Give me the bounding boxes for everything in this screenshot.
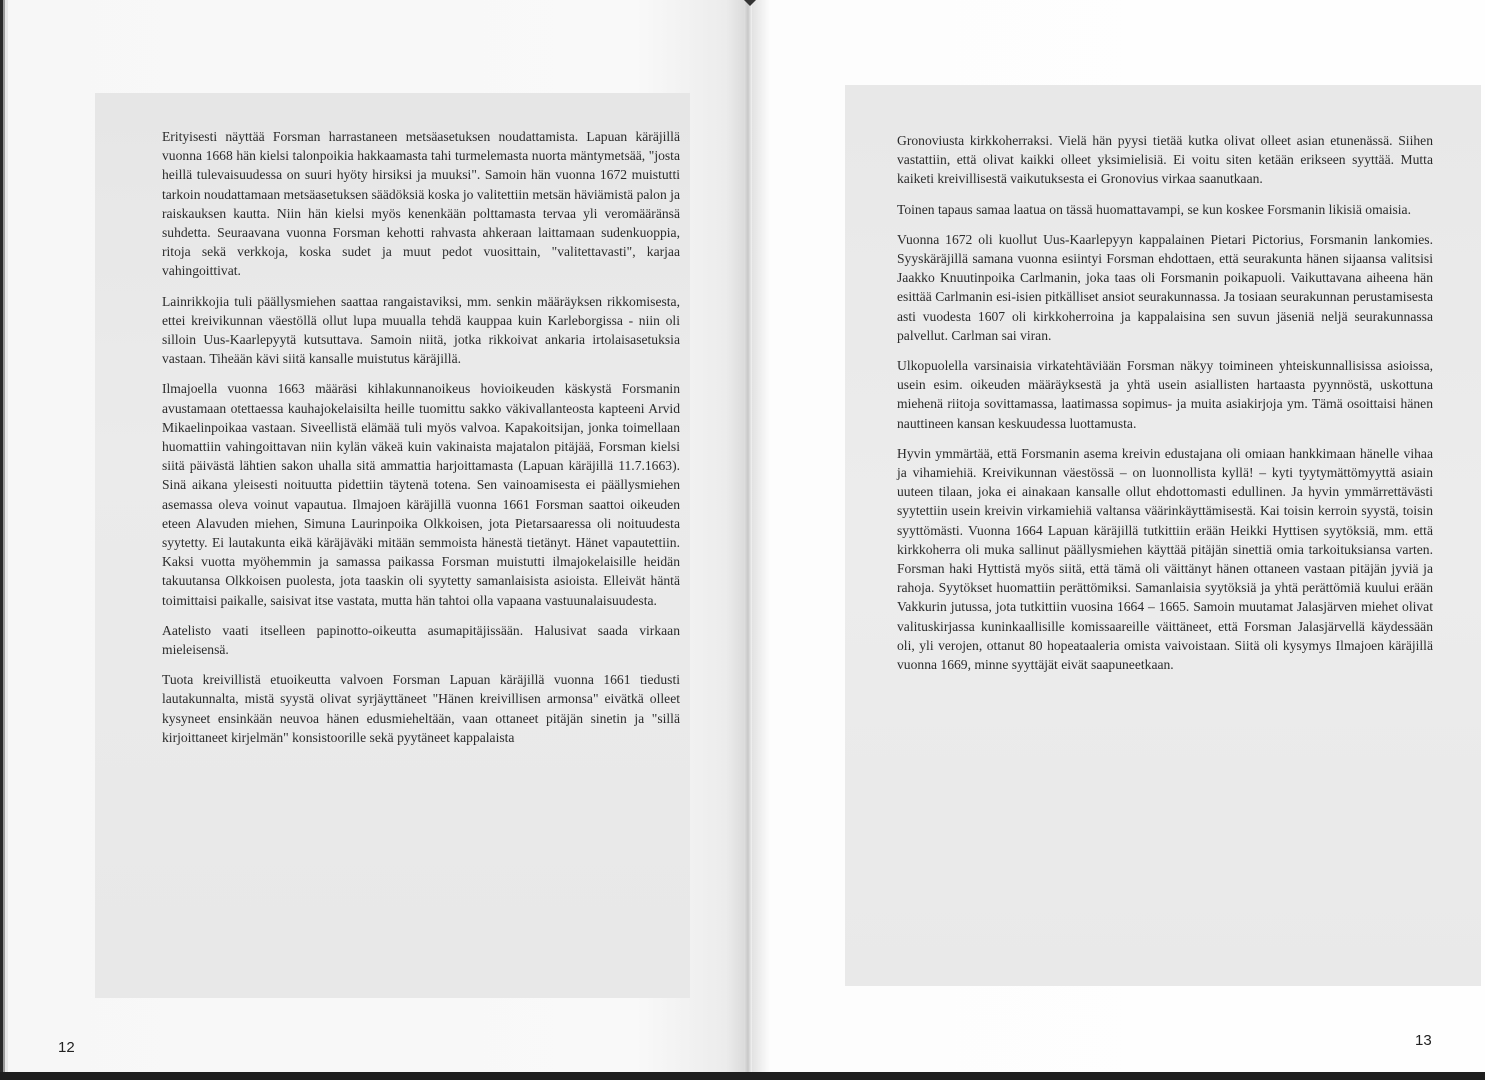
paragraph: Tuota kreivillistä etuoikeutta valvoen Forsman Lapuan käräjillä vuonna 1661 tiedusti lautakunnalta, mistä syystä olivat syrjäyttäneet "Hänen kreivillisen armonsa" eivätkä olleet kysyneet ensinkään neuvoa hänen edusmieheltään, vaan ottaneet pitäjän sinetin ja "sillä kirjoittaneet kirjelmän" konsistoorille sekä pyytäneet kappalaista xyxy=(162,672,680,745)
book-edge-left xyxy=(0,0,8,1080)
right-page-text-block xyxy=(845,85,1481,986)
paragraph: Vuonna 1672 oli kuollut Uus-Kaarlepyyn kappalainen Pietari Pictorius, Forsmanin lankomies. Syyskäräjillä samana vuonna esiintyi Forsman ehdottaen, että seurakunta hänen sijaansa valitsisi Jaakko Knuutinpoika Carlmanin, joka taas oli Forsmanin poikapuoli. Vaikuttavana aiheena hän esittää Carlmanin esi-isien pitkälliset ansiot seurakunnassa. Ja tosiaan seurakunnan perustamisesta asti vuodesta 1607 oli kirkkoherroina ja kappalaisina sen suvun jäseniä neljä seurakunnassa palvellut. Carlman sai viran. xyxy=(897,231,1433,343)
paragraph: Erityisesti näyttää Forsman harrastaneen metsäasetuksen noudattamista. Lapuan käräjillä vuonna 1668 hän kielsi talonpoikia hakkaamasta tahi turmelemasta nuorta mäntymetsää, "josta heillä tulevaisuudessa on suuri hyöty hirsiksi ja muuksi". Samoin hän vuonna 1672 muistutti tarkoin noudattamaan metsäasetuksen säädöksiä koska jo valitettiin metsän häviämistä palon ja raiskauksen kautta. Niin hän kielsi myös kenenkään polttamasta tervaa yli veromääränsä suhdetta. Seuraavana vuonna Forsman kehotti rahvasta ahkeraan laittamaan sudenkuoppia, ritoja sekä verkkoja, koska sudet ja muut pedot vuosittain, "valitettavasti", karjaa vahingoittivat. xyxy=(162,129,680,279)
paragraph: Aatelisto vaati itselleen papinotto-oikeutta asumapitäjissään. Halusivat saada virkaan mieleisensä. xyxy=(162,622,680,658)
page-number-right: 13 xyxy=(1415,1032,1432,1049)
paragraph: Ulkopuolella varsinaisia virkatehtäviään Forsman näkyy toimineen yhteiskunnallisissa asioissa, usein esim. oikeuden määräyksestä ja yhtä usein asiallisten hartaasta pyynnöstä, uskottuna miehenä riitoja sovittamassa, laatimassa sopimus- ja muita asiakirjoja ym. Tämä osoittaisi hänen nauttineen kansan keskuudessa luottamusta. xyxy=(897,358,1433,431)
paragraph: Toinen tapaus samaa laatua on tässä huomattavampi, se kun koskee Forsmanin likisiä omaisia. xyxy=(897,201,1411,217)
left-page-text-block xyxy=(95,93,690,998)
gutter-notch xyxy=(744,0,756,6)
paragraph: Gronoviusta kirkkoherraksi. Vielä hän pyysi tietää kutka olivat olleet asian etunenässä. Siihen vastattiin, että olivat kaikki olleet yksimielisiä. Ei voitu siten ketään erikseen syyttää. Mutta kaiketi kreivillisestä vaikutuksesta ei Gronovius virkaa saanutkaan. xyxy=(897,133,1433,187)
paragraph: Hyvin ymmärtää, että Forsmanin asema kreivin edustajana oli omiaan hankkimaan hänelle vihaa ja vihamiehiä. Kreivikunnan väestössä – on luonnollista kyllä! – kyti tyytymättömyyttä asiain uuteen tilaan, joka ei ainakaan kansalle ollut ehdottomasti edullinen. Ja hyvin ymmärrettävästi syytettiin usein kreivin virkamiehiä valtansa väärinkäyttämisestä. Kai toisin kerroin syystä, toisin syyttömästi. Vuonna 1664 Lapuan käräjillä tutkittiin erään Heikki Hyttisen syytöksiä, mm. että kirkkoherra oli muka sallinut päällysmiehen käyttää pitäjän sinettiä omia tarkoituksiansa varten. Forsman haki Hyttistä myös siitä, että tämä oli väittänyt hänen ottaneen vastaan pitäjän jyviä ja rahoja. Syytökset huomattiin perättömiksi. Samanlaisia syytöksiä ja yhtä perättömiä kuului erään Vakkurin jutussa, jota tutkittiin vuosina 1664 – 1665. Samoin muutamat Jalasjärven miehet olivat valituskirjassa kuninkaallisille komissaareille väittäneet, että Forsman Jalasjärvellä käydessään oli, yli verojen, ottanut 80 hopeataaleria omista vaivoistaan. Siitä oli kysymys Ilmajoen käräjillä vuonna 1669, minne syyttäjät eivät saapuneetkaan. xyxy=(897,445,1433,673)
page-number-left: 12 xyxy=(58,1039,75,1056)
paragraph: Lainrikkojia tuli päällysmiehen saattaa rangaistaviksi, mm. senkin määräyksen rikkomisesta, ettei kreivikunnan väestöllä ollut lupa muualla tehdä kauppaa kuin Karleborgissa - niin oli silloin Uus-Kaarlepyytä kutsuttava. Samoin niitä, jotka rikkoivat ankaria irtolaisasetuksia vastaan. Tiheään kävi siitä kansalle muistutus käräjillä. xyxy=(162,293,680,367)
scan-border-bottom xyxy=(0,1072,1485,1080)
book-gutter xyxy=(744,0,752,1072)
paragraph: Ilmajoella vuonna 1663 määräsi kihlakunnanoikeus hovioikeuden käskystä Forsmanin avustamaan otettaessa kauhajokelaisilta heille tuomittu sakko väkivallanteosta kapteeni Arvid Mikaelinpoikaa vastaan. Siveellistä elämää tuli myös valvoa. Kapakoitsijan, jonka toimellaan huomattiin vahingoittavan niin kylän väkeä kuin vakinaista majatalon pitäjää, Forsman kielsi siitä päivästä lähtien sakon uhalla sitä ammattia harjoittamasta (Lapuan käräjillä 11.7.1663). Sinä aikana yleisesti noituutta pidettiin täytenä totena. Sen vainoamisesta ei päällysmiehen asemassa oleva voinut vapautua. Ilmajoen käräjillä vuonna 1661 Forsman saattoi oikeuden eteen Alavuden miehen, Simuna Laurinpoika Olkkoisen, jota Pietarsaaressa oli noituudesta syytetty. Ei lautakunta eikä käräjäväki mitään semmoista hänestä tietänyt. Hänet vapautettiin. Kaksi vuotta myöhemmin ja samassa paikassa Forsman muistutti ilmajokelaisille heidän takuutansa Olkkoisen puolesta, jota taaskin oli syytetty samanlaisista asioista. Elleivät häntä toimittaisi paikalle, saisivat itse vastata, mutta hän tahtoi olla vapaana vastuunalaisuudesta. xyxy=(162,381,680,608)
